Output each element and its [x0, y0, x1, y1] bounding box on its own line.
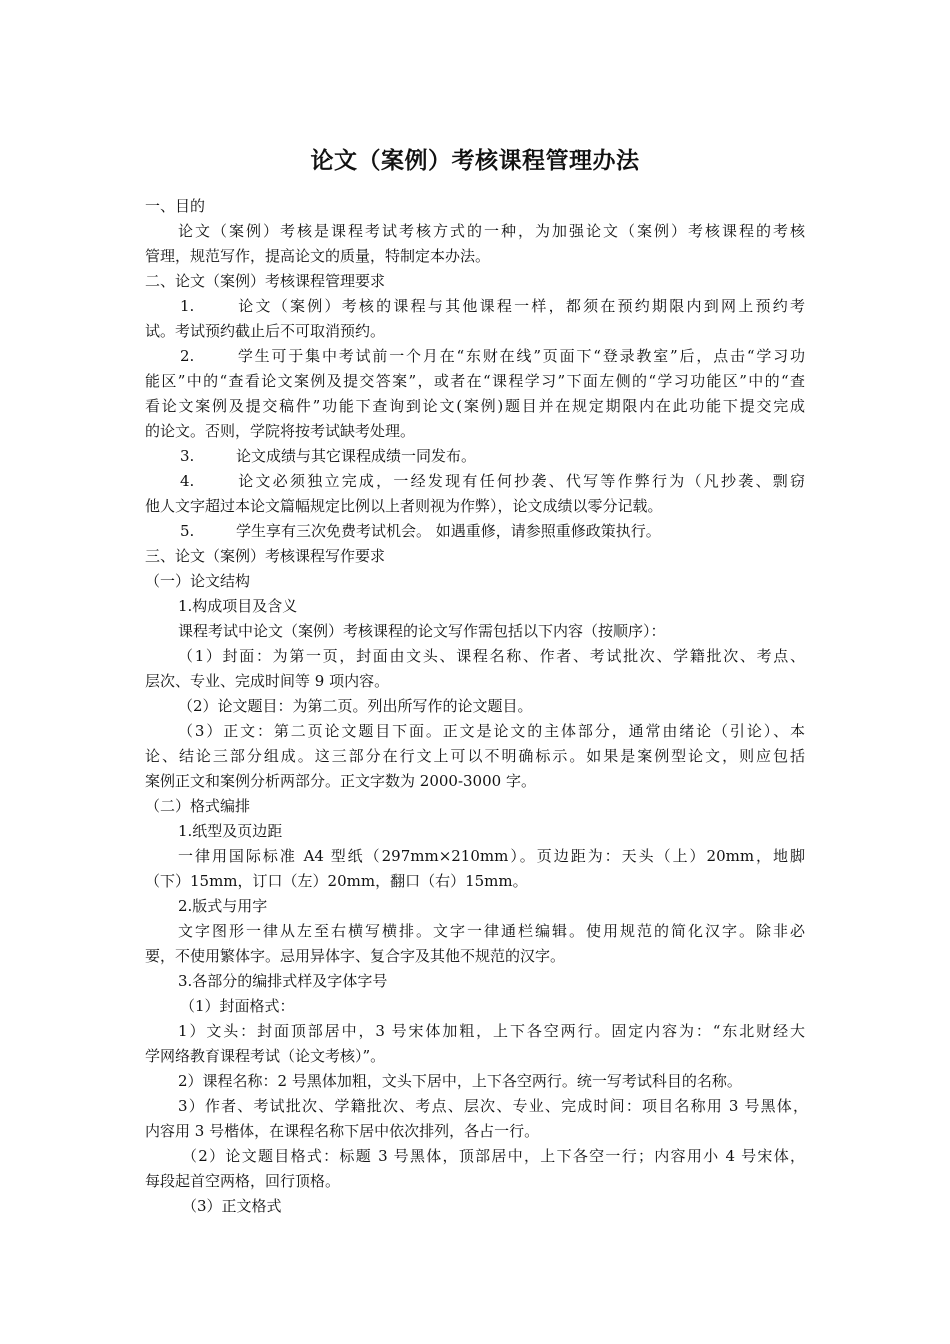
list-item — [180, 446, 476, 466]
paragraph-line: 内容用 3 号楷体，在课程名称下居中依次排列，各占一行。 — [145, 1122, 540, 1140]
section-heading: 三、论文（案例）考核课程写作要求 — [145, 547, 386, 565]
list-text: 论文（案例）考核的课程与其他课程一样，都须在预约期限内到网上预约考 — [236, 297, 805, 315]
paragraph-line: 能区”中的“查看论文案例及提交答案”，或者在“课程学习”下面左侧的“学习功能区”中的“查 — [145, 372, 805, 390]
item-heading: （1）封面格式： — [180, 997, 295, 1015]
list-number: 1. — [180, 297, 195, 315]
paragraph-line: 3）作者、考试批次、学籍批次、考点、层次、专业、完成时间：项目名称用 3 号黑体， — [178, 1097, 808, 1115]
list-number: 4. — [180, 472, 195, 490]
list-item — [180, 471, 805, 491]
paragraph-line: 管理，规范写作，提高论文的质量，特制定本办法。 — [145, 247, 491, 265]
list-text: 论文必须独立完成，一经发现有任何抄袭、代写等作弊行为（凡抄袭、剽窃 — [236, 472, 805, 490]
paragraph-line: 一律用国际标准 A4 型纸（297mm×210mm）。页边距为：天头（上）20mm，地脚 — [178, 847, 805, 865]
item-heading: 3.各部分的编排式样及字体字号 — [178, 972, 388, 990]
paragraph-line: （1）封面：为第一页，封面由文头、课程名称、作者、考试批次、学籍批次、考点、 — [178, 647, 805, 665]
paragraph-line: 1）文头：封面顶部居中，3 号宋体加粗，上下各空两行。固定内容为：“东北财经大 — [178, 1022, 805, 1040]
paragraph-line: 案例正文和案例分析两部分。正文字数为 2000-3000 字。 — [145, 772, 536, 790]
paragraph-line: 他人文字超过本论文篇幅规定比例以上者则视为作弊），论文成绩以零分记载。 — [145, 497, 663, 515]
item-heading: 2.版式与用字 — [178, 897, 268, 915]
paragraph-line: 学网络教育课程考试（论文考核）”。 — [145, 1047, 386, 1065]
paragraph-line: 层次、专业、完成时间等 9 项内容。 — [145, 672, 390, 690]
paragraph-line: 每段起首空两格，回行顶格。 — [145, 1172, 341, 1190]
paragraph-line: 课程考试中论文（案例）考核课程的论文写作需包括以下内容（按顺序）： — [178, 622, 666, 640]
paragraph-line: 论文（案例）考核是课程考试考核方式的一种，为加强论文（案例）考核课程的考核 — [178, 222, 805, 240]
paragraph-line: 看论文案例及提交稿件”功能下查询到论文(案例)题目并在规定期限内在此功能下提交完成 — [145, 397, 805, 415]
list-text: 论文成绩与其它课程成绩一同发布。 — [236, 447, 477, 465]
paragraph-line: 的论文。否则，学院将按考试缺考处理。 — [145, 422, 416, 440]
paragraph-line: 要，不使用繁体字。忌用异体字、复合字及其他不规范的汉字。 — [145, 947, 566, 965]
paragraph-line: 试。考试预约截止后不可取消预约。 — [145, 322, 386, 340]
paragraph-line: 2）课程名称：2 号黑体加粗，文头下居中，上下各空两行。统一写考试科目的名称。 — [178, 1072, 742, 1090]
item-heading: （3）正文格式 — [182, 1197, 282, 1215]
subsection-heading: （二）格式编排 — [145, 797, 251, 815]
list-number: 3. — [180, 447, 195, 465]
list-text: 学生可于集中考试前一个月在“东财在线”页面下“登录教室”后，点击“学习功 — [236, 347, 805, 365]
paragraph-line: （3）正文：第二页论文题目下面。正文是论文的主体部分，通常由绪论（引论）、本 — [178, 722, 805, 740]
list-item — [180, 296, 805, 316]
list-text: 学生享有三次免费考试机会。 如遇重修，请参照重修政策执行。 — [236, 522, 661, 540]
section-heading: 二、论文（案例）考核课程管理要求 — [145, 272, 386, 290]
subsection-heading: （一）论文结构 — [145, 572, 251, 590]
paragraph-line: （2）论文题目：为第二页。列出所写作的论文题目。 — [178, 697, 533, 715]
document-title: 论文（案例）考核课程管理办法 — [310, 148, 640, 174]
list-number: 2. — [180, 347, 195, 365]
paragraph-line: 论、结论三部分组成。这三部分在行文上可以不明确标示。如果是案例型论文，则应包括 — [145, 747, 805, 765]
list-number: 5. — [180, 522, 195, 540]
item-heading: 1.构成项目及含义 — [178, 597, 298, 615]
list-item — [180, 346, 805, 366]
paragraph-line: （下）15mm，订口（左）20mm，翻口（右）15mm。 — [145, 872, 528, 890]
section-heading: 一、目的 — [145, 197, 206, 215]
paragraph-line: 文字图形一律从左至右横写横排。文字一律通栏编辑。使用规范的简化汉字。除非必 — [178, 922, 805, 940]
list-item — [180, 521, 661, 541]
paragraph-line: （2）论文题目格式：标题 3 号黑体，顶部居中，上下各空一行；内容用小 4 号宋体， — [182, 1147, 805, 1165]
item-heading: 1.纸型及页边距 — [178, 822, 283, 840]
